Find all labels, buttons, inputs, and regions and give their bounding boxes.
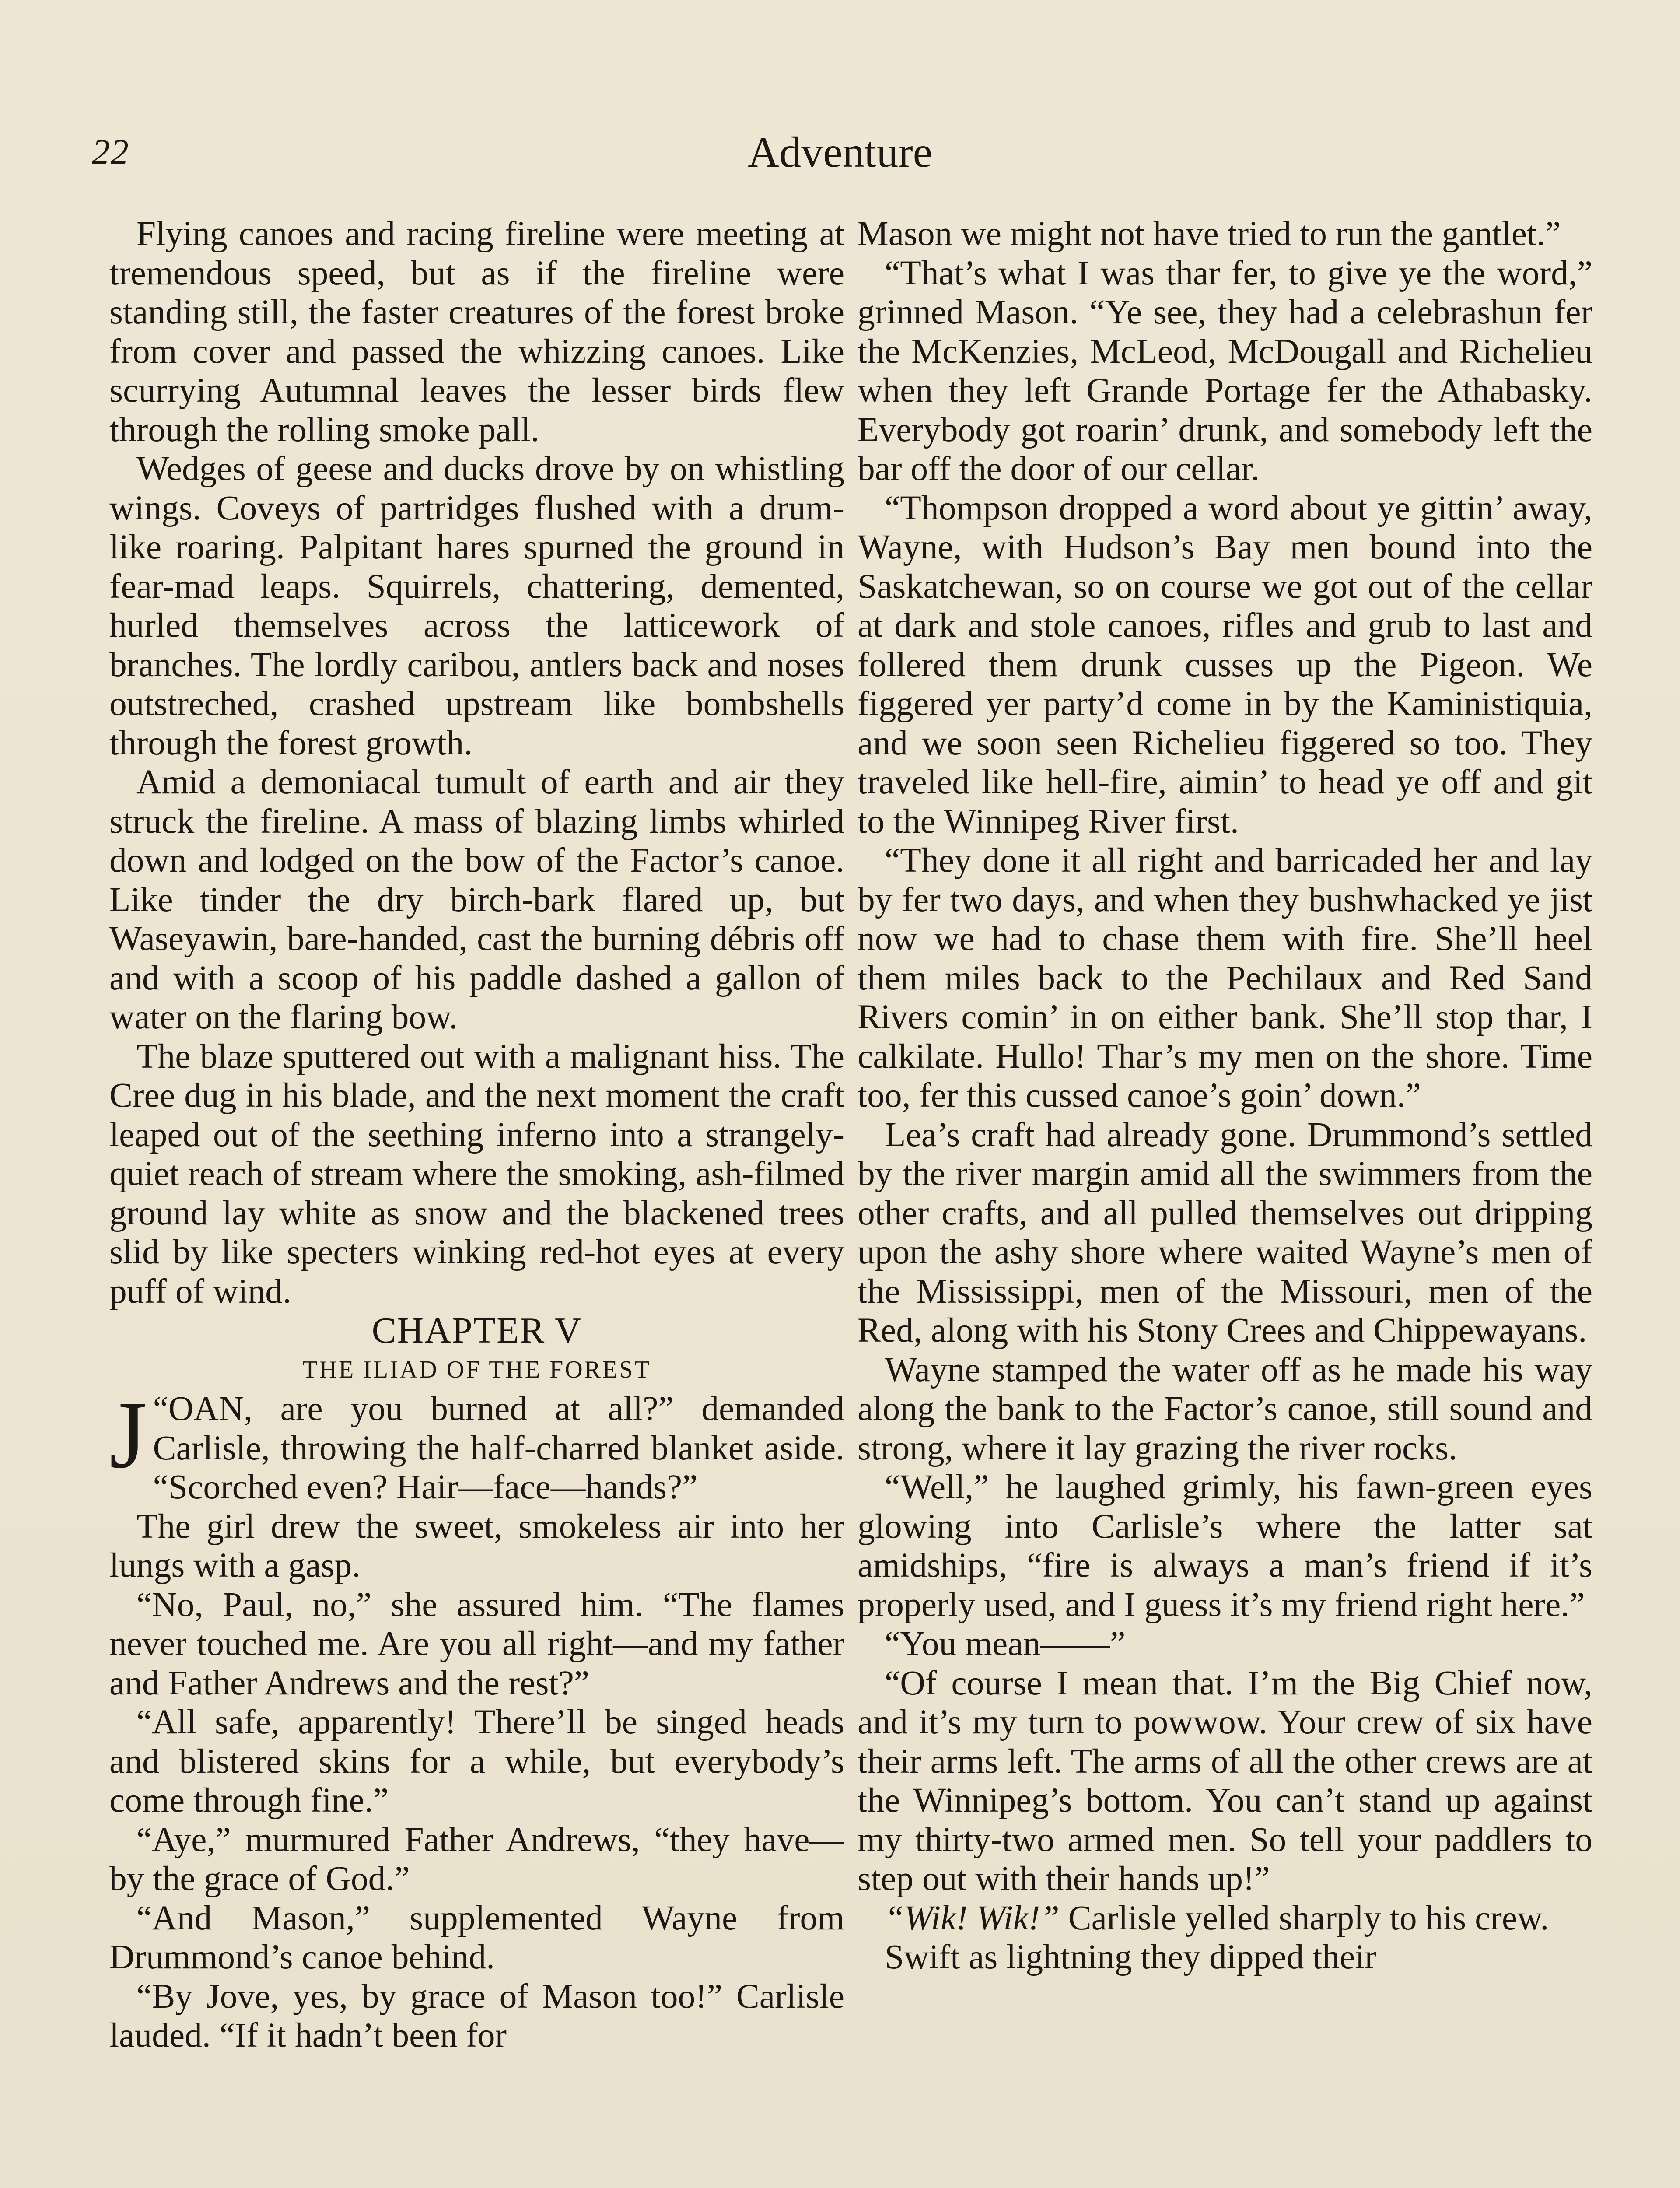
paragraph: “Aye,” murmured Father Andrews, “they have—by the grace of God.”	[109, 1820, 844, 1898]
paragraph: Wayne stamped the water off as he made his way along the bank to the Factor’s canoe, still sound and strong, where it lay grazing the river rocks.	[858, 1350, 1592, 1467]
paragraph: The girl drew the sweet, smokeless air into her lungs with a gasp.	[109, 1507, 844, 1585]
opening-quote: “	[153, 1389, 168, 1428]
paragraph	[858, 1899, 1592, 1938]
right-column	[858, 214, 1592, 2188]
paragraph: Lea’s craft had already gone. Drummond’s settled by the river margin amid all the swimmers from the other crafts, and all pulled themselves out dripping upon the ashy shore where waited Wayne’s men of the Mississippi, men of the Missouri, men of the Red, along with his Stony Crees and Chippewayans.	[858, 1115, 1592, 1350]
page-number: 22	[92, 132, 130, 172]
paragraph: “Well,” he laughed grimly, his fawn-green eyes glowing into Carlisle’s where the latter sat amidships, “fire is always a man’s friend if it’s properly used, and I guess it’s my friend right here.”	[858, 1468, 1592, 1624]
paragraph: “Thompson dropped a word about ye gittin’ away, Wayne, with Hudson’s Bay men bound into the Saskatchewan, so on course we got out of the cellar at dark and stole canoes, rifles and grub to last and follered them drunk cusses up the Pigeon. We figgered yer party’d come in by the Kaministiquia, and we soon seen Richelieu figgered so too. They traveled like hell-fire, aimin’ to head ye off and git to the Winnipeg River first.	[858, 488, 1592, 841]
drop-cap: J	[109, 1382, 147, 1488]
paragraph: Amid a demoniacal tumult of earth and air they struck the fireline. A mass of blazing limbs whirled down and lodged on the bow of the Factor’s canoe. Like tinder the dry birch-bark flared up, but Waseyawin, bare-handed, cast the burning débris off and with a scoop of his paddle dashed a gallon of water on the flaring bow.	[109, 763, 844, 1036]
paragraph: Swift as lightning they dipped their	[885, 1938, 1376, 1976]
paragraph-text: Carlisle yelled sharply to his crew.	[1059, 1898, 1549, 1937]
opening-text: OAN, are you burned at all?” demanded Carlisle, throwing the half-charred blanket aside. “Scorched even? Hair—face—hands?”	[153, 1389, 844, 1506]
paragraph: “They done it all right and barricaded her and lay by fer two days, and when they bushwhacked ye jist now we had to chase them with fire. She’ll heel them miles back to the Pechilaux and Red Sand Rivers comin’ in on either bank. She’ll stop thar, I calkilate. Hullo! Thar’s my men on the shore. Time too, fer this cussed canoe’s goin’ down.”	[858, 841, 1592, 1115]
paragraph: “And Mason,” supplemented Wayne from Drummond’s canoe behind.	[109, 1898, 844, 1976]
paragraph: The blaze sputtered out with a malignant hiss. The Cree dug in his blade, and the next moment the craft leaped out of the seething inferno into a strangely-quiet reach of stream where the smoking, ash-filmed ground lay white as snow and the blackened trees slid by like specters winking red-hot eyes at every puff of wind.	[109, 1037, 844, 1311]
paragraph: “That’s what I was thar fer, to give ye the word,” grinned Mason. “Ye see, they had a celebrashun fer the McKenzies, McLeod, McDougall and Richelieu when they left Grande Portage fer the Athabasky. Everybody got roarin’ drunk, and somebody left the bar off the door of our cellar.	[858, 253, 1592, 488]
paragraph: Flying canoes and racing fireline were meeting at tremendous speed, but as if the fireline were standing still, the faster creatures of the forest broke from cover and passed the whizzing canoes. Like scurrying Autumnal leaves the lesser birds flew through the rolling smoke pall.	[109, 214, 844, 449]
page-header	[83, 123, 1597, 184]
left-column	[109, 214, 844, 2188]
chapter-subtitle: THE ILIAD OF THE FOREST	[302, 1356, 651, 1383]
running-title: Adventure	[747, 128, 933, 176]
paragraph: “You mean——”	[885, 1624, 1126, 1663]
paragraph: “By Jove, yes, by grace of Mason too!” Carlisle lauded. “If it hadn’t been for	[109, 1977, 844, 2055]
chapter-opening-paragraph	[109, 1382, 844, 1507]
chapter-title: CHAPTER V	[371, 1310, 582, 1351]
paragraph-continued: Mason we might not have tried to run the gantlet.”	[858, 214, 1561, 253]
paragraph: “Of course I mean that. I’m the Big Chief now, and it’s my turn to powwow. Your crew of six have their arms left. The arms of all the other crews are at the Winnipeg’s bottom. You can’t stand up against my thirty-two armed men. So tell your paddlers to step out with their hands up!”	[858, 1663, 1592, 1898]
paragraph: “All safe, apparently! There’ll be singed heads and blistered skins for a while, but everybody’s come through fine.”	[109, 1703, 844, 1820]
italic-dialogue: “Wik! Wik!”	[885, 1898, 1060, 1937]
paragraph: “No, Paul, no,” she assured him. “The flames never touched me. Are you all right—and my father and Father Andrews and the rest?”	[109, 1585, 844, 1702]
paragraph: Wedges of geese and ducks drove by on whistling wings. Coveys of partridges flushed with a drum-like roaring. Palpitant hares spurned the ground in fear-mad leaps. Squirrels, chattering, demented, hurled themselves across the latticework of branches. The lordly caribou, antlers back and noses outstreched, crashed upstream like bombshells through the forest growth.	[109, 449, 844, 762]
